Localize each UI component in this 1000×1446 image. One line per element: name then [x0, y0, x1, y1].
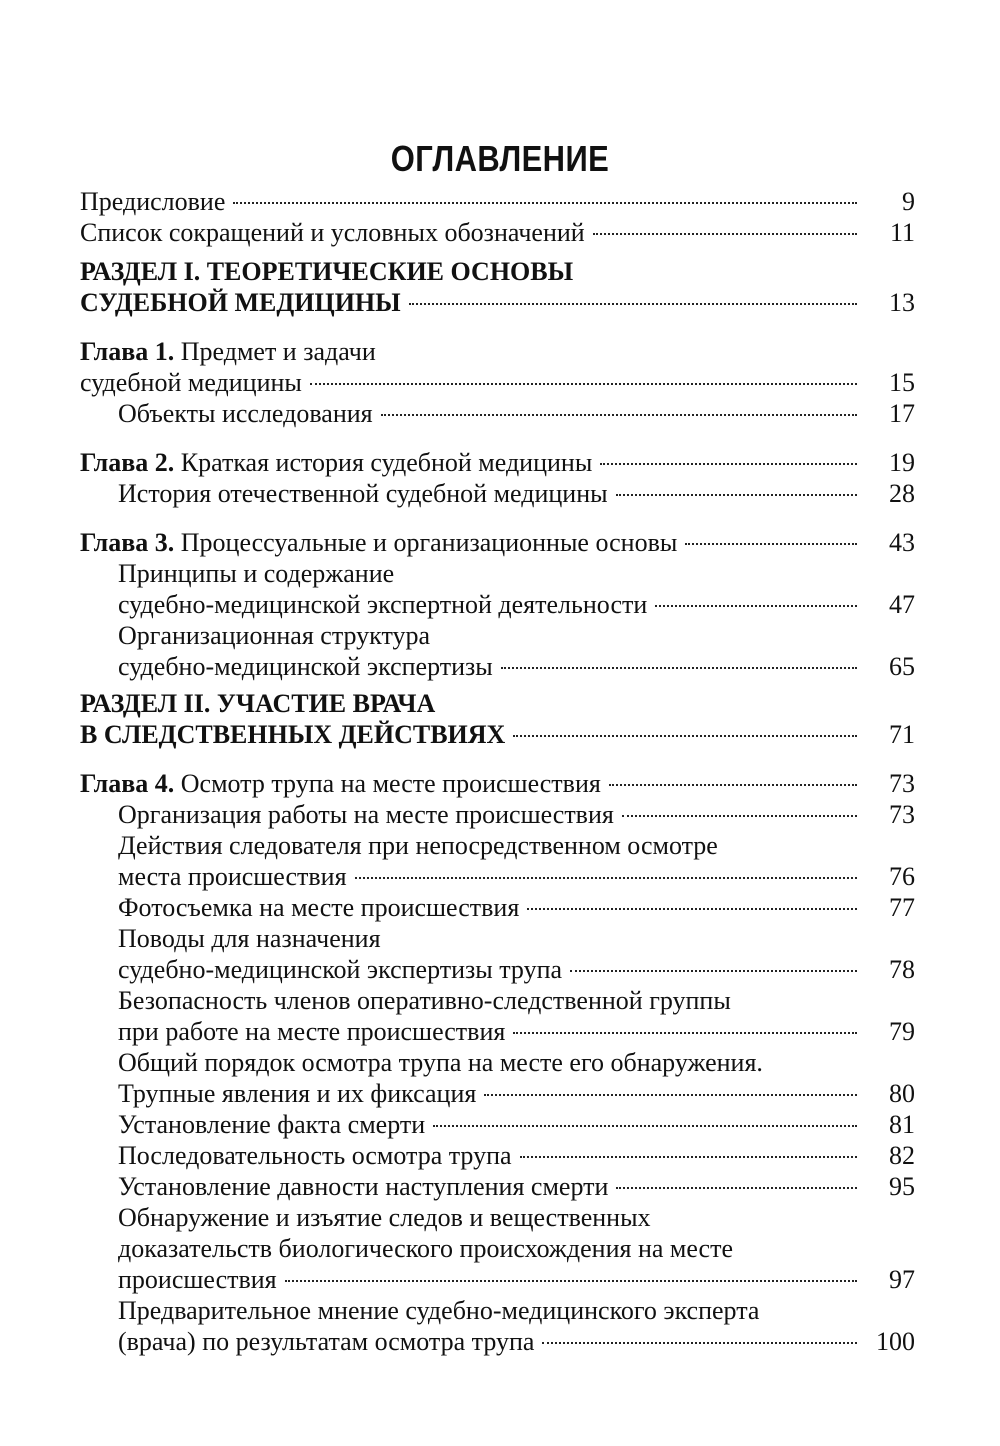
entry-text: Организация работы на месте происшествия: [118, 800, 614, 829]
entry-text: Объекты исследования: [118, 399, 373, 428]
toc-entry-ch3-s2[interactable]: [80, 651, 915, 682]
entry-text: Установление давности наступления смерти: [118, 1172, 609, 1201]
entry-text: Последовательность осмотра трупа: [118, 1141, 512, 1170]
entry-text: судебно-медицинской экспертизы: [118, 652, 493, 681]
toc-entry-ch4-s2-line1[interactable]: Действия следователя при непосредственном осмотре: [118, 831, 718, 860]
page-number: 19: [889, 448, 915, 477]
toc-chapter-1-line1[interactable]: [80, 336, 915, 367]
page-number: 77: [889, 893, 915, 922]
entry-text: происшествия: [118, 1265, 277, 1294]
dot-leader: [520, 1156, 857, 1158]
toc-chapter-4[interactable]: [80, 768, 915, 799]
entry-text: В СЛЕДСТВЕННЫХ ДЕЙСТВИЯХ: [80, 720, 506, 749]
page-number: 13: [889, 288, 915, 317]
dot-leader: [381, 414, 857, 416]
chapter-label: Глава 3.: [80, 528, 175, 557]
dot-leader: [527, 908, 857, 910]
toc-entry-ch4-s4-line1[interactable]: Поводы для назначения: [118, 924, 381, 953]
page-number: 71: [889, 720, 915, 749]
page-number: 79: [889, 1017, 915, 1046]
entry-text: места происшествия: [118, 862, 347, 891]
dot-leader: [484, 1094, 857, 1096]
toc-entry-ch3-s2-line1[interactable]: Организационная структура: [118, 621, 430, 650]
toc-entry-ch4-s11[interactable]: [80, 1326, 915, 1357]
toc-entry-ch4-s8[interactable]: [80, 1140, 915, 1171]
toc-chapter-1[interactable]: [80, 367, 915, 398]
chapter-label: Глава 4.: [80, 769, 175, 798]
dot-leader: [685, 543, 857, 545]
table-of-contents: [80, 186, 915, 1357]
dot-leader: [655, 605, 857, 607]
dot-leader: [310, 383, 857, 385]
entry-text: при работе на месте происшествия: [118, 1017, 506, 1046]
toc-entry-ch4-s4[interactable]: [80, 954, 915, 985]
toc-section-2-line1[interactable]: РАЗДЕЛ II. УЧАСТИЕ ВРАЧА: [80, 689, 436, 718]
toc-entry-ch4-s6[interactable]: [80, 1078, 915, 1109]
toc-entry-ch4-s1[interactable]: [80, 799, 915, 830]
dot-leader: [600, 463, 857, 465]
chapter-title: Процессуальные и организационные основы: [180, 528, 678, 557]
entry-text: Трупные явления и их фиксация: [118, 1079, 477, 1108]
page-number: 100: [876, 1327, 915, 1356]
page-number: 11: [889, 218, 915, 247]
entry-text: Список сокращений и условных обозначений: [80, 218, 585, 247]
toc-entry-ch4-s5[interactable]: [80, 1016, 915, 1047]
entry-text: судебной медицины: [80, 368, 302, 397]
page-number: 73: [889, 800, 915, 829]
page-number: 80: [889, 1079, 915, 1108]
dot-leader: [285, 1280, 857, 1282]
page-number: 82: [889, 1141, 915, 1170]
toc-entry-ch4-s11-line1[interactable]: Предварительное мнение судебно-медицинского эксперта: [118, 1296, 760, 1325]
toc-entry-ch4-s9[interactable]: [80, 1171, 915, 1202]
toc-entry-ch4-s10-line1[interactable]: Обнаружение и изъятие следов и вещественных: [118, 1203, 651, 1232]
dot-leader: [233, 202, 857, 204]
dot-leader: [542, 1342, 857, 1344]
page-number: 17: [889, 399, 915, 428]
chapter-title: Осмотр трупа на месте происшествия: [180, 769, 601, 798]
toc-entry-ch3-s1[interactable]: [80, 589, 915, 620]
page-number: 28: [889, 479, 915, 508]
entry-text: Фотосъемка на месте происшествия: [118, 893, 520, 922]
toc-chapter-3[interactable]: [80, 527, 915, 558]
chapter-label: Глава 2.: [80, 448, 175, 477]
toc-entry-ch4-s3[interactable]: [80, 892, 915, 923]
page-number: 47: [889, 590, 915, 619]
toc-section-1[interactable]: [80, 287, 915, 318]
dot-leader: [616, 494, 857, 496]
page-number: 97: [889, 1265, 915, 1294]
toc-entry-preface[interactable]: [80, 186, 915, 217]
chapter-label: Глава 1.: [80, 337, 175, 366]
toc-entry-ch1-s1[interactable]: [80, 398, 915, 429]
toc-entry-ch4-s7[interactable]: [80, 1109, 915, 1140]
dot-leader: [616, 1187, 857, 1189]
entry-text: судебно-медицинской экспертной деятельности: [118, 590, 648, 619]
chapter-title: Краткая история судебной медицины: [180, 448, 593, 477]
dot-leader: [409, 303, 857, 305]
toc-chapter-2[interactable]: [80, 447, 915, 478]
dot-leader: [593, 233, 857, 235]
dot-leader: [513, 1032, 857, 1034]
entry-text: (врача) по результатам осмотра трупа: [118, 1327, 535, 1356]
entry-text: Установление факта смерти: [118, 1110, 426, 1139]
page-number: 81: [889, 1110, 915, 1139]
dot-leader: [570, 970, 857, 972]
dot-leader: [355, 877, 857, 879]
entry-text: [80, 527, 677, 558]
toc-entry-ch4-s10-line2[interactable]: доказательств биологического происхождения на месте: [118, 1234, 733, 1263]
dot-leader: [609, 784, 857, 786]
toc-entry-ch3-s1-line1[interactable]: Принципы и содержание: [118, 559, 395, 588]
entry-text: История отечественной судебной медицины: [118, 479, 608, 508]
dot-leader: [513, 735, 857, 737]
toc-section-1-line1[interactable]: РАЗДЕЛ I. ТЕОРЕТИЧЕСКИЕ ОСНОВЫ: [80, 257, 574, 286]
page-number: 78: [889, 955, 915, 984]
page-number: 65: [889, 652, 915, 681]
toc-entry-ch4-s6-line1[interactable]: Общий порядок осмотра трупа на месте его обнаружения.: [118, 1048, 763, 1077]
toc-entry-ch2-s1[interactable]: [80, 478, 915, 509]
entry-text: Предмет и задачи: [180, 337, 376, 366]
entry-text: [80, 447, 592, 478]
dot-leader: [433, 1125, 857, 1127]
toc-entry-ch4-s2[interactable]: [80, 861, 915, 892]
dot-leader: [501, 667, 857, 669]
toc-entry-ch4-s5-line1[interactable]: Безопасность членов оперативно-следственной группы: [118, 986, 731, 1015]
page-number: 43: [889, 528, 915, 557]
page-number: 76: [889, 862, 915, 891]
page-number: 15: [889, 368, 915, 397]
entry-text: Предисловие: [80, 187, 226, 216]
page-number: 9: [902, 187, 915, 216]
toc-entry-ch4-s10[interactable]: [80, 1264, 915, 1295]
page-number: 95: [889, 1172, 915, 1201]
entry-text: судебно-медицинской экспертизы трупа: [118, 955, 563, 984]
toc-entry-abbreviations[interactable]: [80, 217, 915, 248]
page-title: ОГЛАВЛЕНИЕ: [390, 138, 610, 179]
entry-text: СУДЕБНОЙ МЕДИЦИНЫ: [80, 288, 401, 317]
toc-section-2[interactable]: [80, 719, 915, 750]
entry-text: [80, 768, 601, 799]
dot-leader: [622, 815, 857, 817]
page-number: 73: [889, 769, 915, 798]
